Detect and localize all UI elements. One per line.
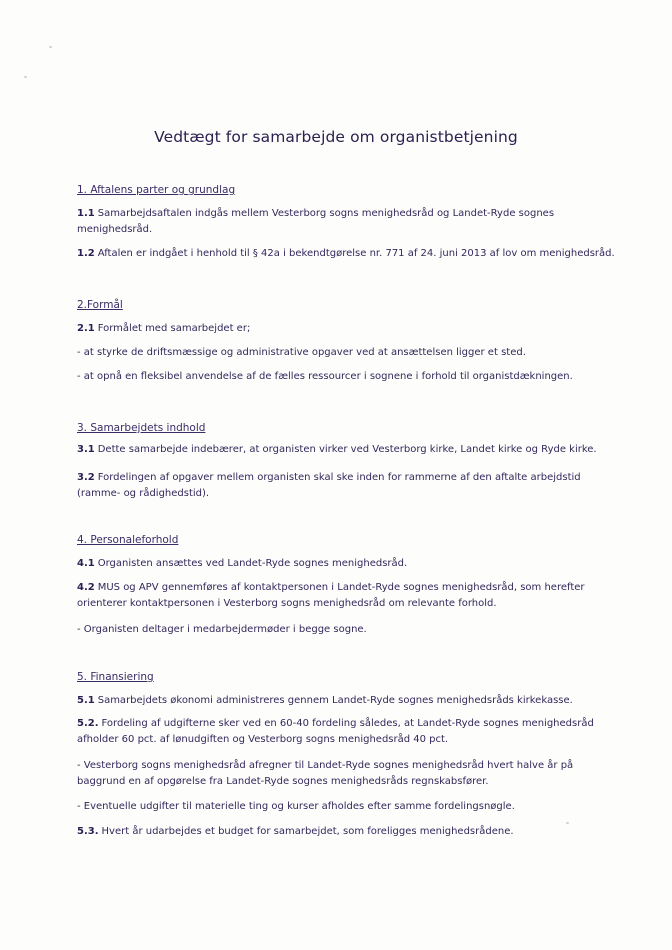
paragraph-number: 3.2: [77, 472, 95, 483]
document-title: Vedtægt for samarbejde om organistbetjening: [154, 128, 518, 146]
paragraph-number: 1.2: [77, 248, 95, 259]
scan-speck: [24, 76, 27, 78]
paragraph-line: Organisten ansættes ved Landet-Ryde sognes menighedsråd.: [97, 558, 408, 569]
paragraph-number: 3.1: [77, 444, 95, 455]
paragraph-line: - Eventuelle udgifter til materielle ting og kurser afholdes efter samme fordelingsnøgle.: [77, 801, 515, 812]
paragraph: [77, 470, 581, 502]
paragraph: [77, 369, 573, 385]
paragraph-number: 5.2.: [77, 718, 99, 729]
paragraph-line: orienterer kontaktpersonen i Vesterborg sogns menighedsråd om relevante forhold.: [77, 598, 497, 609]
paragraph: [77, 622, 367, 638]
section-heading: 5. Finansiering: [77, 671, 154, 683]
scan-speck: [49, 46, 52, 48]
paragraph-line: Dette samarbejde indebærer, at organisten virker ved Vesterborg kirke, Landet kirke og Ryde kirke.: [97, 444, 597, 455]
paragraph-number: 2.1: [77, 323, 95, 334]
paragraph: [77, 556, 407, 572]
paragraph-line: afholder 60 pct. af lønudgiften og Vesterborg sogns menighedsråd 40 pct.: [77, 734, 449, 745]
paragraph: [77, 799, 515, 815]
paragraph-line: menighedsråd.: [77, 224, 153, 235]
paragraph-number: 4.2: [77, 582, 95, 593]
paragraph-line: baggrund en af opgørelse fra Landet-Ryde sognes menighedsråds regnskabsfører.: [77, 776, 489, 787]
paragraph-line: Hvert år udarbejdes et budget for samarbejdet, som foreligges menighedsrådene.: [101, 826, 514, 837]
section-heading: 3. Samarbejdets indhold: [77, 422, 206, 434]
paragraph-number: 1.1: [77, 208, 95, 219]
paragraph-line: MUS og APV gennemføres af kontaktpersonen i Landet-Ryde sognes menighedsråd, som herefter: [97, 582, 585, 593]
paragraph: [77, 345, 526, 361]
paragraph-line: Samarbejdsaftalen indgås mellem Vesterborg sogns menighedsråd og Landet-Ryde sognes: [97, 208, 555, 219]
paragraph-line: Fordeling af udgifterne sker ved en 60-40 fordeling således, at Landet-Ryde sognes menighedsråd: [101, 718, 594, 729]
paragraph: [77, 716, 594, 748]
paragraph-line: (ramme- og rådighedstid).: [77, 488, 210, 499]
paragraph: [77, 824, 514, 840]
paragraph-line: - at styrke de driftsmæssige og administrative opgaver ved at ansættelsen ligger et sted.: [77, 347, 526, 358]
paragraph-line: Samarbejdets økonomi administreres gennem Landet-Ryde sognes menighedsråds kirkekasse.: [97, 695, 573, 706]
section-heading: 4. Personaleforhold: [77, 534, 179, 546]
paragraph-line: Aftalen er indgået i henhold til § 42a i bekendtgørelse nr. 771 af 24. juni 2013 af lov om menighedsråd.: [97, 248, 615, 259]
paragraph: [77, 442, 597, 458]
paragraph: [77, 246, 615, 262]
paragraph: [77, 693, 573, 709]
paragraph-number: 5.1: [77, 695, 95, 706]
paragraph: [77, 321, 250, 337]
paragraph-number: 5.3.: [77, 826, 99, 837]
scan-speck: [566, 822, 569, 824]
section-heading: 1. Aftalens parter og grundlag: [77, 184, 236, 196]
paragraph-line: Formålet med samarbejdet er;: [97, 323, 251, 334]
paragraph: [77, 580, 585, 612]
paragraph-line: - Vesterborg sogns menighedsråd afregner til Landet-Ryde sognes menighedsråd hvert halve år på: [77, 760, 574, 771]
paragraph: [77, 206, 554, 238]
paragraph-line: - Organisten deltager i medarbejdermøder i begge sogne.: [77, 624, 367, 635]
paragraph-line: - at opnå en fleksibel anvendelse af de fælles ressourcer i sognene i forhold til organistdækningen.: [77, 371, 573, 382]
section-heading: 2.Formål: [77, 299, 123, 311]
paragraph: [77, 758, 573, 790]
paragraph-number: 4.1: [77, 558, 95, 569]
paragraph-line: Fordelingen af opgaver mellem organisten skal ske inden for rammerne af den aftalte arbejdstid: [97, 472, 581, 483]
